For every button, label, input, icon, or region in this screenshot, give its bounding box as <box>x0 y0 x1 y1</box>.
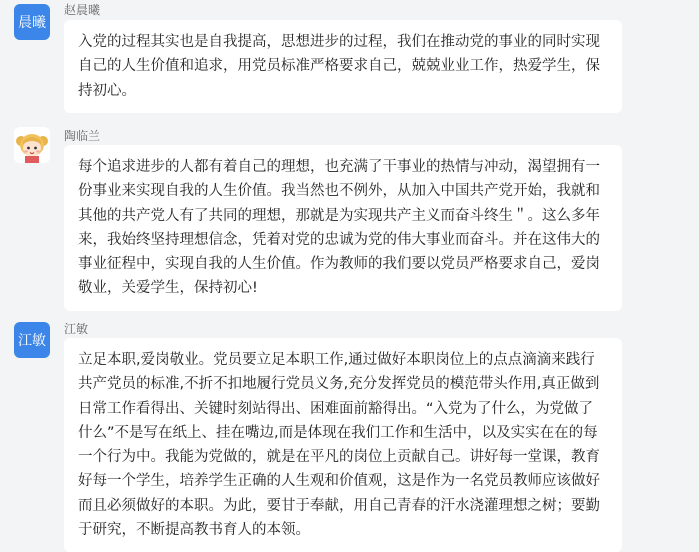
message-line: 而且必须做好的本职。为此，要甘于奉献，用自己青春的汗水浇灌理想之树；要勤 <box>78 497 600 514</box>
message-line: 来，我始终坚持理想信念，凭着对党的忠诚为党的伟大事业而奋斗。并在这伟大的 <box>78 231 600 248</box>
message-line: 份事业来实现自我的人生价值。我当然也不例外，从加入中国共产党开始，我就和 <box>78 183 600 200</box>
sender-name: 赵晨曦 <box>64 3 101 17</box>
message-line: 什么”不是写在纸上、挂在嘴边,而是体现在我们工作和生活中，以及实实在在的每 <box>78 424 598 441</box>
message-line: 一个行为中。我能为党做的，就是在平凡的岗位上贡献自己。讲好每一堂课，教育 <box>78 449 600 466</box>
avatar-text: 江敏 <box>18 333 46 349</box>
avatar[interactable] <box>14 4 50 40</box>
message-line: 持初心。 <box>78 82 136 99</box>
message-bubble[interactable] <box>64 338 622 552</box>
message-line: 入党的过程其实也是自我提高，思想进步的过程，我们在推动党的事业的同时实现 <box>78 34 600 50</box>
cartoon-girl-icon <box>14 127 50 163</box>
message-line: 每个追求进步的人都有着自己的理想，也充满了干事业的热情与冲动，渴望拥有一 <box>78 159 600 175</box>
sender-name: 江敏 <box>64 322 89 336</box>
message-bubble[interactable] <box>64 20 622 113</box>
message-line: 事业征程中，实现自我的人生价值。作为教师的我们要以党员严格要求自己，爱岗 <box>78 256 600 273</box>
avatar[interactable] <box>14 322 50 358</box>
message-line: 于研究，不断提高教书育人的本领。 <box>78 522 310 539</box>
cartoon-girl-avatar-icon[interactable] <box>14 127 50 163</box>
message-line: 其他的共产党人有了共同的理想，那就是为实现共产主义而奋斗终生＂。这么多年 <box>78 207 600 224</box>
message-line: 立足本职,爱岗敬业。党员要立足本职工作,通过做好本职岗位上的点点滴滴来践行 <box>78 352 595 368</box>
message-bubble[interactable] <box>64 145 622 311</box>
message-line: 日常工作看得出、关键时刻站得出、困难面前豁得出。“入党为了什么，为党做了 <box>78 400 594 417</box>
sender-name: 陶临兰 <box>64 129 101 143</box>
message-line: 好每一个学生，培养学生正确的人生观和价值观，这是作为一名党员教师应该做好 <box>78 473 600 490</box>
message-line: 共产党员的标准,不折不扣地履行党员义务,充分发挥党员的模范带头作用,真正做到 <box>78 376 600 393</box>
avatar-text: 晨曦 <box>18 15 46 31</box>
message-line: 敬业，关爱学生，保持初心! <box>78 280 258 297</box>
message-line: 自己的人生价值和追求，用党员标准严格要求自己，兢兢业业工作，热爱学生，保 <box>78 58 600 75</box>
